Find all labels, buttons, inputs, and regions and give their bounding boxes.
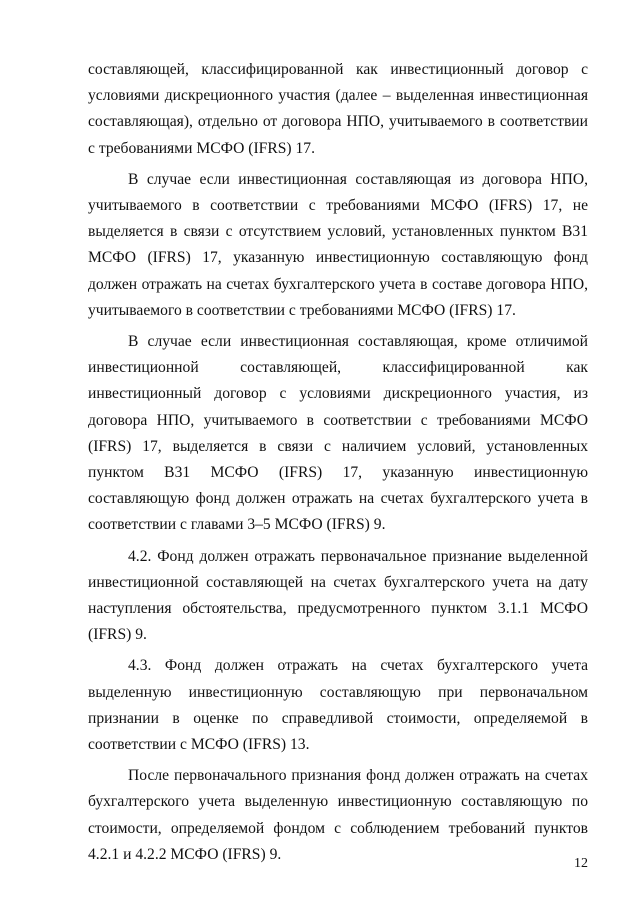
paragraph-clause-4-2: 4.2. Фонд должен отражать первоначальное признание выделенной инвестиционной составляющей на счетах бухгалтерского учета на дату наступления обстоятельства, предусмотренного пунктом 3.1.1 МСФО (IFRS) 9.	[88, 547, 588, 644]
document-body	[88, 57, 588, 873]
page-number: 12	[574, 856, 588, 871]
paragraph-subsequent-measurement: После первоначального признания фонд должен отражать на счетах бухгалтерского учета выделенную инвестиционную составляющую по стоимости, определяемой фондом с соблюдением требований пунктов 4.2.1 и 4.2.2 МСФО (IFRS) 9.	[88, 767, 588, 863]
paragraph-not-separated: В случае если инвестиционная составляющая из договора НПО, учитываемого в соответствии с требованиями МСФО (IFRS) 17, не выделяется в связи с отсутствием условий, установленных пунктом В31 МСФО (IFRS) 17, указанную инвестиционную составляющую фонд должен отражать на счетах бухгалтерского учета в составе договора НПО, учитываемого в соответствии с требованиями МСФО (IFRS) 17.	[88, 170, 588, 319]
paragraph-separated: В случае если инвестиционная составляющая, кроме отличимой инвестиционной составляющей, классифицированной как инвестиционный договор с условиями дискреционного участия, из договора НПО, учитываемого в соответствии с требованиями МСФО (IFRS) 17, выделяется в связи с наличием условий, установленных пунктом В31 МСФО (IFRS) 17, указанную инвестиционную составляющую фонд должен отражать на счетах бухгалтерского учета в соответствии с главами 3–5 МСФО (IFRS) 9.	[88, 333, 588, 534]
paragraph-continuation: составляющей, классифицированной как инвестиционный договор с условиями дискреционного участия (далее – выделенная инвестиционная составляющая), отдельно от договора НПО, учитываемого в соответствии с требованиями МСФО (IFRS) 17.	[88, 61, 588, 157]
paragraph-clause-4-3: 4.3. Фонд должен отражать на счетах бухгалтерского учета выделенную инвестиционную составляющую при первоначальном признании в оценке по справедливой стоимости, определяемой в соответствии с МСФО (IFRS) 13.	[88, 657, 588, 754]
